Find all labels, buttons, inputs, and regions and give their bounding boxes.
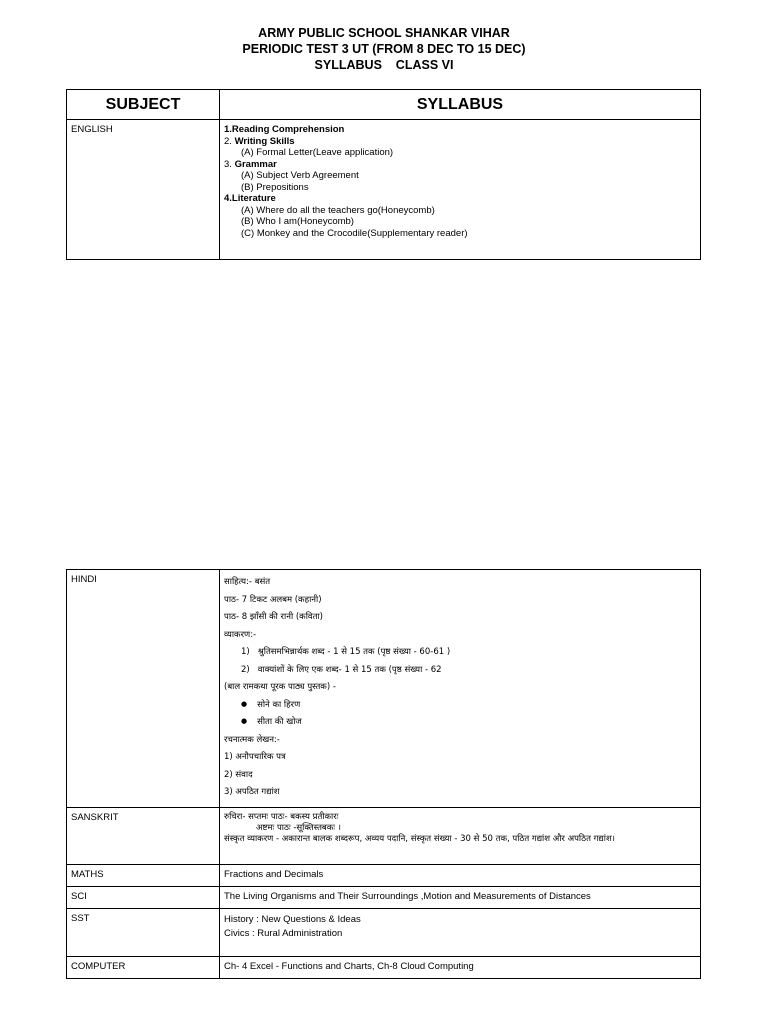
syllabus-cell xyxy=(220,570,701,808)
subject-cell: ENGLISH xyxy=(67,120,220,260)
syllabus-line: (बाल रामकथा पूरक पाठ्य पुस्तक) - xyxy=(224,682,336,692)
syllabus-line: (A) Formal Letter(Leave application) xyxy=(241,147,394,158)
syllabus-line: 2. Writing Skills xyxy=(224,135,295,147)
syllabus-line: (C) Monkey and the Crocodile(Supplementary reader) xyxy=(241,227,468,239)
syllabus-cell: Ch- 4 Excel - Functions and Charts, Ch-8 Cloud Computing xyxy=(220,957,701,979)
subject-column-header: SUBJECT xyxy=(67,90,220,120)
syllabus-cell xyxy=(220,909,701,957)
subject-cell: SST xyxy=(67,909,220,957)
syllabus-line: 2) वाक्यांशों के लिए एक शब्द- 1 से 15 तक (पृष्ठ संख्या - 62 xyxy=(241,664,442,675)
syllabus-line: 3) अपठित गद्यांश xyxy=(224,787,280,797)
syllabus-line: साहित्य:- बसंत xyxy=(224,577,271,587)
document-header xyxy=(0,25,768,73)
table-row-computer xyxy=(67,957,701,979)
class-title: SYLLABUS CLASS VI xyxy=(314,58,454,72)
subject-cell: MATHS xyxy=(67,865,220,887)
table-row-maths xyxy=(67,865,701,887)
syllabus-line: (B) Prepositions xyxy=(241,181,309,193)
syllabus-column-header: SYLLABUS xyxy=(220,90,701,120)
table-row-english xyxy=(67,120,701,260)
syllabus-line: 1.Reading Comprehension xyxy=(224,124,345,135)
table-row-hindi xyxy=(67,570,701,808)
syllabus-line: Civics : Rural Administration xyxy=(224,927,343,939)
syllabus-line: अष्टमः पाठः -सूक्तिस्तबकः । xyxy=(256,823,341,833)
syllabus-line: (A) Where do all the teachers go(Honeycomb) xyxy=(241,204,435,216)
syllabus-table-others xyxy=(66,569,701,979)
syllabus-cell xyxy=(220,808,701,865)
syllabus-line: 4.Literature xyxy=(224,193,276,204)
syllabus-cell: Fractions and Decimals xyxy=(220,865,701,887)
subject-cell: HINDI xyxy=(67,570,220,808)
syllabus-line: पाठ- 7 टिकट अलबम (कहानी) xyxy=(224,594,322,605)
subject-cell: COMPUTER xyxy=(67,957,220,979)
syllabus-line: व्याकरण:- xyxy=(224,629,257,640)
syllabus-line: 1) श्रुतिसमभिन्नार्थक शब्द - 1 से 15 तक (पृष्ठ संख्या - 60-61 ) xyxy=(241,647,451,657)
table-row-sanskrit xyxy=(67,808,701,865)
bullet-item: ● सीता की खोज xyxy=(224,714,696,732)
syllabus-line: 1) अनौपचारिक पत्र xyxy=(224,752,286,762)
table-row-sci xyxy=(67,887,701,909)
subject-cell: SCI xyxy=(67,887,220,909)
syllabus-line: संस्कृत व्याकरण - अकारान्त बालक शब्दरूप, अव्यय पदानि, संस्कृत संख्या - 30 से 50 तक, पठित गद्यांश और अपठित गद्यांश। xyxy=(224,834,615,844)
syllabus-cell: The Living Organisms and Their Surroundings ,Motion and Measurements of Distances xyxy=(220,887,701,909)
syllabus-line: 3. Grammar xyxy=(224,158,277,170)
subject-cell: SANSKRIT xyxy=(67,808,220,865)
bullet-item: ● सोने का हिरण xyxy=(224,697,696,715)
syllabus-line: (B) Who I am(Honeycomb) xyxy=(241,216,354,227)
syllabus-line: History : New Questions & Ideas xyxy=(224,914,361,925)
syllabus-line: रचनात्मक लेखन:- xyxy=(224,734,280,745)
school-name: ARMY PUBLIC SCHOOL SHANKAR VIHAR xyxy=(258,26,510,40)
syllabus-line: (A) Subject Verb Agreement xyxy=(241,170,359,181)
table-row-sst xyxy=(67,909,701,957)
syllabus-table-english xyxy=(66,89,701,260)
syllabus-line: 2) संवाद xyxy=(224,769,253,780)
test-title: PERIODIC TEST 3 UT (FROM 8 DEC TO 15 DEC) xyxy=(242,42,526,56)
syllabus-line: रुचिरा- सप्तमः पाठः- बकस्य प्रतीकारः xyxy=(224,812,339,822)
table-header-row xyxy=(67,90,701,120)
syllabus-cell xyxy=(220,120,701,260)
syllabus-line: पाठ- 8 झाँसी की रानी (कविता) xyxy=(224,612,323,622)
